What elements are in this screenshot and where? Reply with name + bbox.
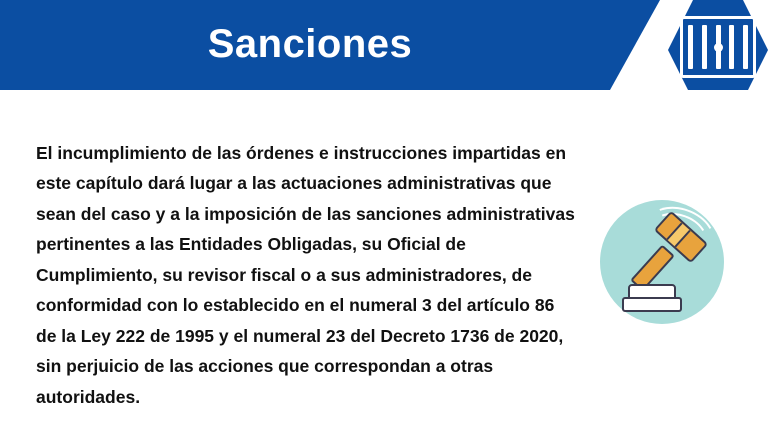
bottom-accent	[0, 426, 768, 432]
header-badge	[660, 0, 768, 100]
vault-icon	[680, 16, 756, 78]
gavel-block-base	[622, 297, 682, 312]
page-title: Sanciones	[207, 22, 413, 66]
vault-dial	[714, 43, 723, 52]
body-paragraph: El incumplimiento de las órdenes e instrucciones impartidas en este capítulo dará lugar a las actuaciones administrativas que sean del caso y a la imposición de las sanciones administrativas pertinentes a las Entidades Obligadas, su Oficial de Cumplimiento, su revisor fiscal o a sus administradores, de conformidad con lo establecido en el numeral 3 del artículo 86 de la Ley 222 de 1995 y el numeral 23 del Decreto 1736 de 2020, sin perjuicio de las acciones que correspondan a otras autoridades.	[36, 142, 575, 407]
slide-body	[0, 90, 768, 432]
gavel-icon	[600, 200, 724, 324]
slide-header	[0, 0, 768, 90]
